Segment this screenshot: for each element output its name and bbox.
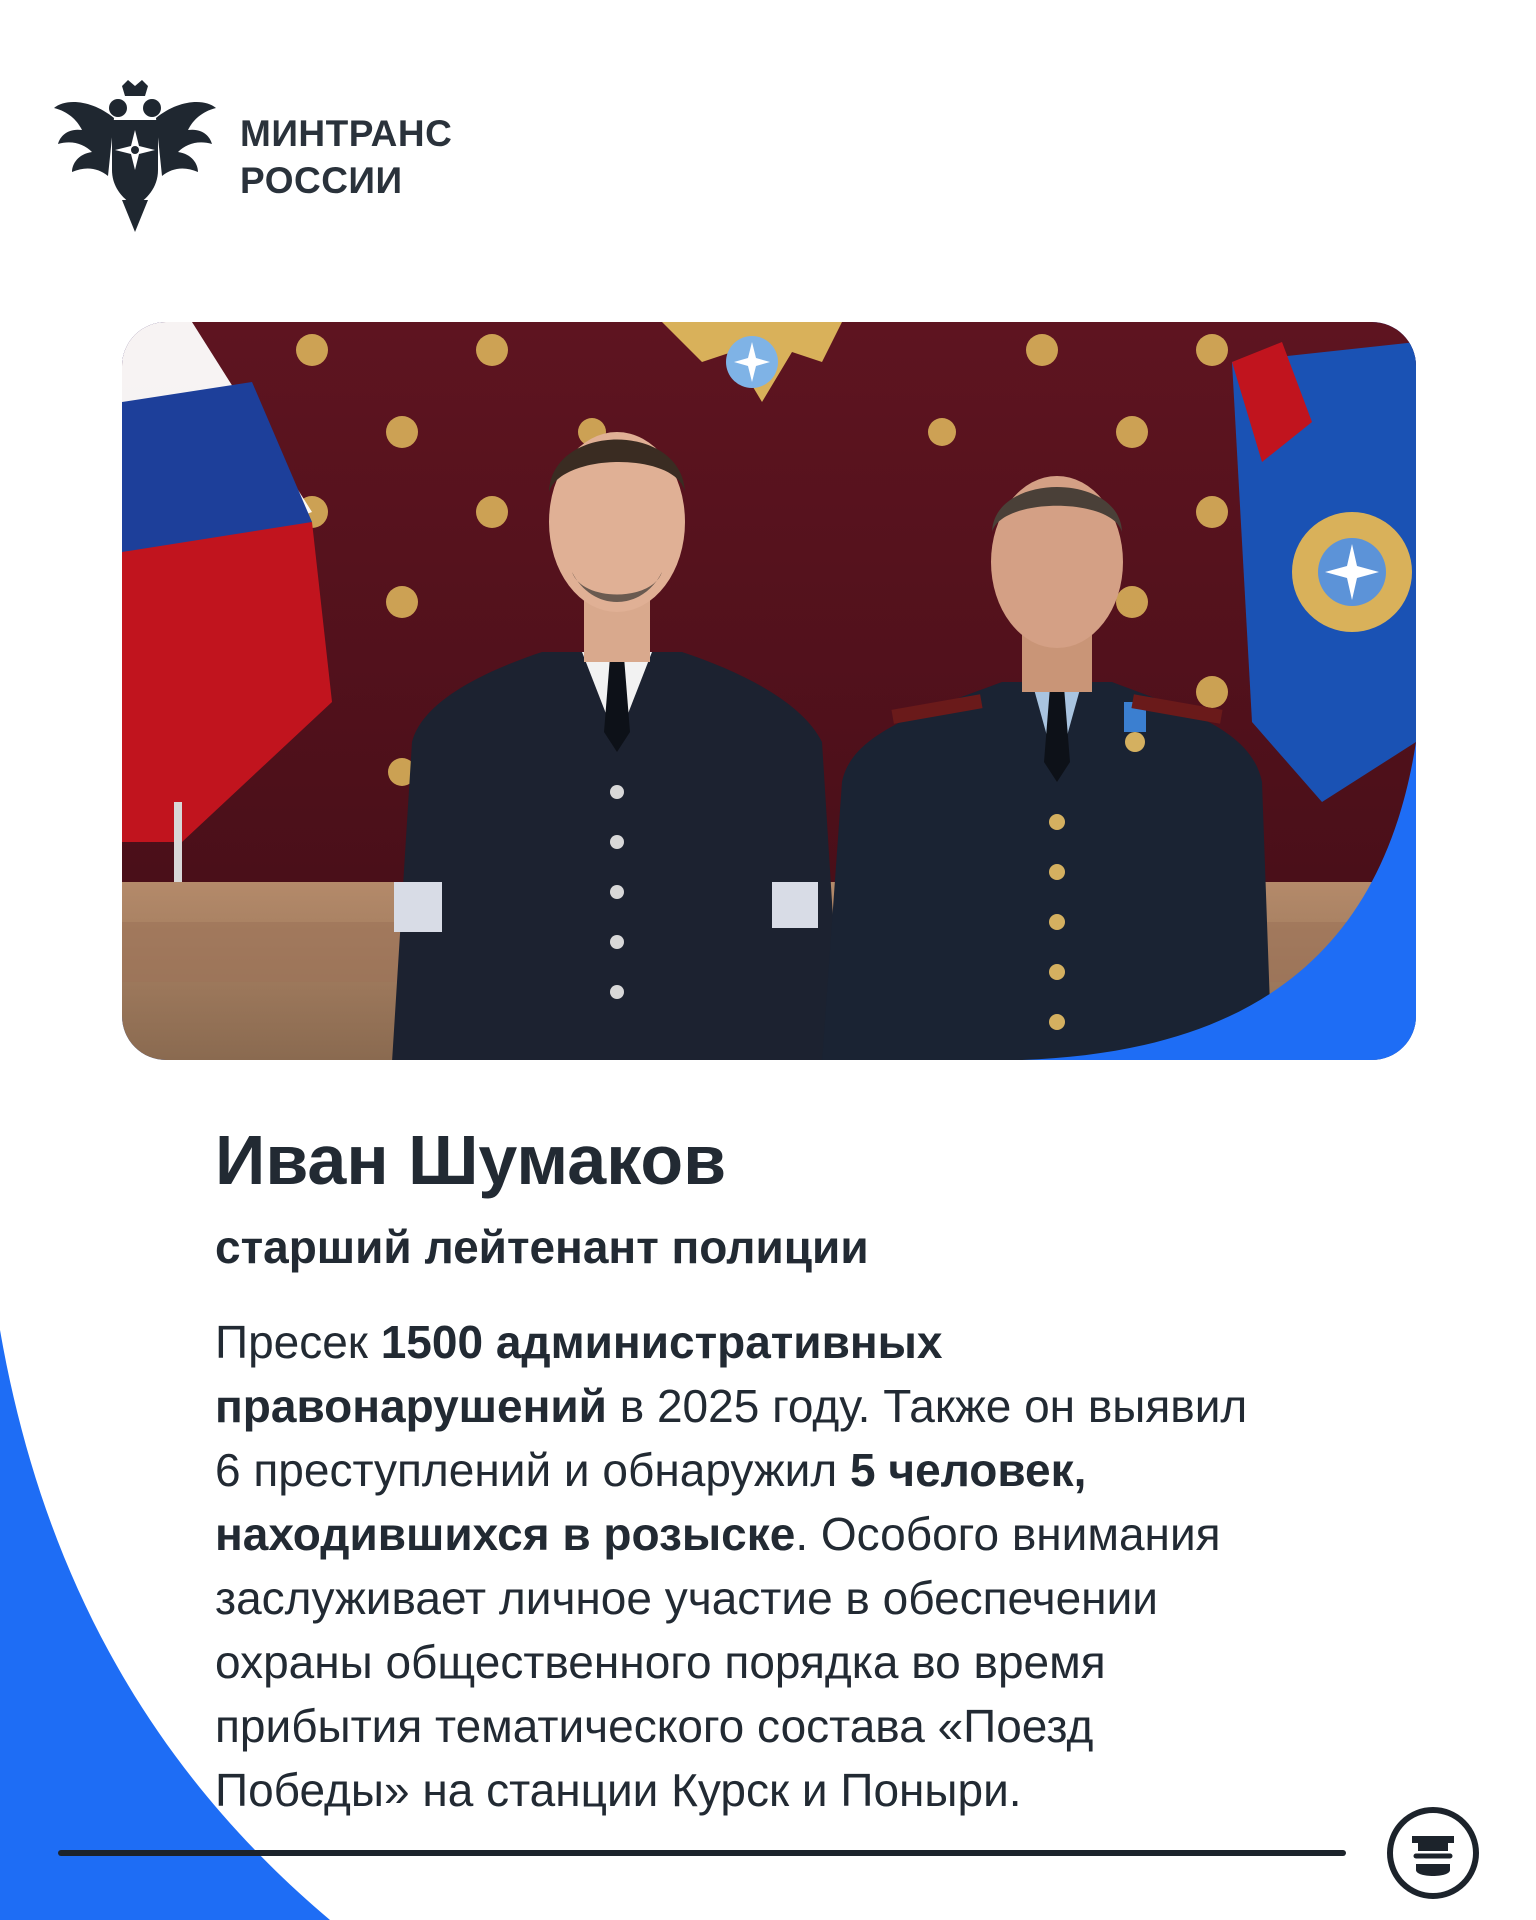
emblem-icon: [52, 78, 218, 234]
achievement-description: [215, 1310, 1475, 1822]
brand-name: [240, 110, 452, 204]
text-line: заслуживает личное участие в обеспечении: [215, 1572, 1158, 1624]
footer-divider: [58, 1850, 1346, 1856]
ceremony-photo: [122, 322, 1416, 1060]
text-line: охраны общественного порядка во время: [215, 1636, 1106, 1688]
text-line: [215, 1310, 1475, 1374]
person-name: Иван Шумаков: [215, 1121, 727, 1199]
text-segment: 6 преступлений и обнаружил: [215, 1444, 850, 1496]
text-segment: . Особого внимания: [795, 1508, 1221, 1560]
brand-line-1: МИНТРАНС: [240, 113, 453, 154]
text-segment: в 2025 году. Также он выявил: [606, 1380, 1248, 1432]
text-line: [215, 1374, 1475, 1438]
person-rank: старший лейтенант полиции: [215, 1221, 869, 1273]
brand-line-2: РОССИИ: [240, 160, 403, 201]
text-highlight: 1500 административных: [380, 1316, 943, 1368]
text-highlight: правонарушений: [215, 1380, 607, 1432]
police-officer-icon: [1386, 1806, 1480, 1900]
text-line: [215, 1438, 1475, 1502]
text-line: [215, 1502, 1475, 1566]
text-highlight: находившихся в розыске: [215, 1508, 796, 1560]
text-highlight: 5 человек,: [850, 1444, 1087, 1496]
text-line: прибытия тематического состава «Поезд: [215, 1700, 1094, 1752]
text-line: Победы» на станции Курск и Поныри.: [215, 1764, 1022, 1816]
text-segment: Пресек: [215, 1316, 381, 1368]
